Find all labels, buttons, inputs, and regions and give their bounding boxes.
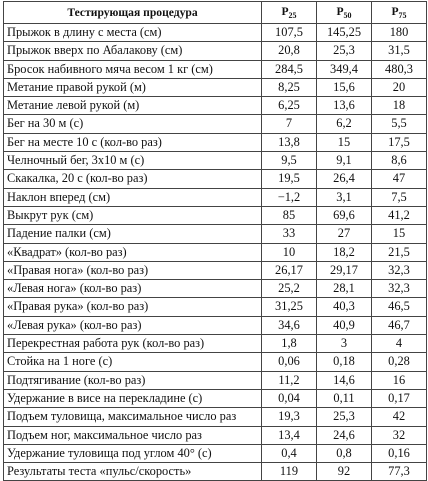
p75-cell: 180	[372, 24, 427, 42]
table-row	[4, 280, 427, 298]
header-p25: $P_{25}$	[262, 2, 317, 24]
p25-cell: 107,5	[262, 24, 317, 42]
p25-cell: 10	[262, 243, 317, 261]
p75-cell: 16	[372, 371, 427, 389]
table-row	[4, 206, 427, 224]
p75-cell: 46,5	[372, 298, 427, 316]
p50-cell: 14,6	[317, 371, 372, 389]
header-p50: $P_{50}$	[317, 2, 372, 24]
p75-cell: 5,5	[372, 115, 427, 133]
p75-cell: 32,3	[372, 280, 427, 298]
table-row	[4, 225, 427, 243]
procedure-cell: Бросок набивного мяча весом 1 кг (см)	[4, 60, 262, 78]
p25-cell: 0,04	[262, 389, 317, 407]
p25-cell: 20,8	[262, 42, 317, 60]
table-row	[4, 371, 427, 389]
p75-cell: 15	[372, 225, 427, 243]
p25-cell: 85	[262, 206, 317, 224]
p75-cell: 32,3	[372, 261, 427, 279]
p75-cell: 8,6	[372, 152, 427, 170]
procedure-cell: «Левая рука» (кол-во раз)	[4, 316, 262, 334]
p50-cell: 69,6	[317, 206, 372, 224]
procedure-cell: Стойка на 1 ноге (с)	[4, 353, 262, 371]
procedure-cell: Удержание в висе на перекладине (с)	[4, 389, 262, 407]
procedure-cell: Падение палки (см)	[4, 225, 262, 243]
table-row	[4, 97, 427, 115]
p25-cell: 33	[262, 225, 317, 243]
table-row	[4, 170, 427, 188]
p50-cell: 0,18	[317, 353, 372, 371]
table-row	[4, 353, 427, 371]
p50-cell: 40,3	[317, 298, 372, 316]
p75-cell: 18	[372, 97, 427, 115]
p75-cell: 21,5	[372, 243, 427, 261]
p50-cell: 0,11	[317, 389, 372, 407]
p50-cell: 145,25	[317, 24, 372, 42]
p75-cell: 480,3	[372, 60, 427, 78]
p50-cell: 9,1	[317, 152, 372, 170]
table-row	[4, 463, 427, 481]
p75-cell: 31,5	[372, 42, 427, 60]
percentile-table	[3, 1, 427, 481]
p50-cell: 29,17	[317, 261, 372, 279]
table-row	[4, 78, 427, 96]
p50-cell: 26,4	[317, 170, 372, 188]
p25-cell: 31,25	[262, 298, 317, 316]
table-row	[4, 408, 427, 426]
table-row	[4, 42, 427, 60]
procedure-cell: Подтягивание (кол-во раз)	[4, 371, 262, 389]
table-row	[4, 335, 427, 353]
procedure-cell: «Правая нога» (кол-во раз)	[4, 261, 262, 279]
p25-cell: 13,4	[262, 426, 317, 444]
procedure-cell: Удержание туловища под углом 40° (с)	[4, 444, 262, 462]
p75-cell: 42	[372, 408, 427, 426]
p50-cell: 27	[317, 225, 372, 243]
percentile-table-container	[3, 1, 426, 481]
table-row	[4, 243, 427, 261]
p75-cell: 46,7	[372, 316, 427, 334]
p75-cell: 4	[372, 335, 427, 353]
procedure-cell: «Квадрат» (кол-во раз)	[4, 243, 262, 261]
procedure-cell: Перекрестная работа рук (кол-во раз)	[4, 335, 262, 353]
procedure-cell: Результаты теста «пульс/скорость»	[4, 463, 262, 481]
table-row	[4, 115, 427, 133]
p25-cell: 9,5	[262, 152, 317, 170]
p25-cell: 19,3	[262, 408, 317, 426]
p25-cell: 119	[262, 463, 317, 481]
procedure-cell: Выкрут рук (см)	[4, 206, 262, 224]
procedure-cell: Подъем ног, максимальное число раз	[4, 426, 262, 444]
p25-cell: 6,25	[262, 97, 317, 115]
p50-cell: 25,3	[317, 42, 372, 60]
p75-cell: 41,2	[372, 206, 427, 224]
p25-cell: 25,2	[262, 280, 317, 298]
procedure-cell: Челночный бег, 3х10 м (с)	[4, 152, 262, 170]
table-row	[4, 152, 427, 170]
table-row	[4, 426, 427, 444]
p25-cell: 11,2	[262, 371, 317, 389]
procedure-cell: Метание правой рукой (м)	[4, 78, 262, 96]
p75-cell: 7,5	[372, 188, 427, 206]
p75-cell: 77,3	[372, 463, 427, 481]
table-body	[4, 24, 427, 481]
header-procedure: Тестирующая процедура	[4, 2, 262, 24]
table-row	[4, 389, 427, 407]
header-p75: $P_{75}$	[372, 2, 427, 24]
procedure-cell: «Правая рука» (кол-во раз)	[4, 298, 262, 316]
p50-cell: 15,6	[317, 78, 372, 96]
p25-cell: 0,4	[262, 444, 317, 462]
p25-cell: 8,25	[262, 78, 317, 96]
p50-cell: 40,9	[317, 316, 372, 334]
p50-cell: 13,6	[317, 97, 372, 115]
table-row	[4, 188, 427, 206]
p50-cell: 25,3	[317, 408, 372, 426]
p50-cell: 6,2	[317, 115, 372, 133]
p50-cell: 15	[317, 133, 372, 151]
p25-cell: 284,5	[262, 60, 317, 78]
procedure-cell: Бег на 30 м (с)	[4, 115, 262, 133]
table-row	[4, 133, 427, 151]
p50-cell: 24,6	[317, 426, 372, 444]
p50-cell: 3,1	[317, 188, 372, 206]
table-row	[4, 60, 427, 78]
procedure-cell: Бег на месте 10 с (кол-во раз)	[4, 133, 262, 151]
procedure-cell: Скакалка, 20 с (кол-во раз)	[4, 170, 262, 188]
procedure-cell: «Левая нога» (кол-во раз)	[4, 280, 262, 298]
table-row	[4, 316, 427, 334]
p25-cell: 34,6	[262, 316, 317, 334]
p75-cell: 0,17	[372, 389, 427, 407]
p50-cell: 0,8	[317, 444, 372, 462]
p75-cell: 0,16	[372, 444, 427, 462]
p75-cell: 32	[372, 426, 427, 444]
p25-cell: 0,06	[262, 353, 317, 371]
p75-cell: 47	[372, 170, 427, 188]
procedure-cell: Метание левой рукой (м)	[4, 97, 262, 115]
p50-cell: 28,1	[317, 280, 372, 298]
p75-cell: 20	[372, 78, 427, 96]
table-header-row	[4, 2, 427, 24]
p50-cell: 349,4	[317, 60, 372, 78]
procedure-cell: Прыжок в длину с места (см)	[4, 24, 262, 42]
p75-cell: 0,28	[372, 353, 427, 371]
p25-cell: 26,17	[262, 261, 317, 279]
procedure-cell: Подъем туловища, максимальное число раз	[4, 408, 262, 426]
table-row	[4, 298, 427, 316]
table-row	[4, 261, 427, 279]
p25-cell: 1,8	[262, 335, 317, 353]
p50-cell: 92	[317, 463, 372, 481]
procedure-cell: Прыжок вверх по Абалакову (см)	[4, 42, 262, 60]
p75-cell: 17,5	[372, 133, 427, 151]
p25-cell: 19,5	[262, 170, 317, 188]
table-row	[4, 24, 427, 42]
p25-cell: 13,8	[262, 133, 317, 151]
procedure-cell: Наклон вперед (см)	[4, 188, 262, 206]
p25-cell: 7	[262, 115, 317, 133]
table-row	[4, 444, 427, 462]
p25-cell: −1,2	[262, 188, 317, 206]
p50-cell: 3	[317, 335, 372, 353]
p50-cell: 18,2	[317, 243, 372, 261]
